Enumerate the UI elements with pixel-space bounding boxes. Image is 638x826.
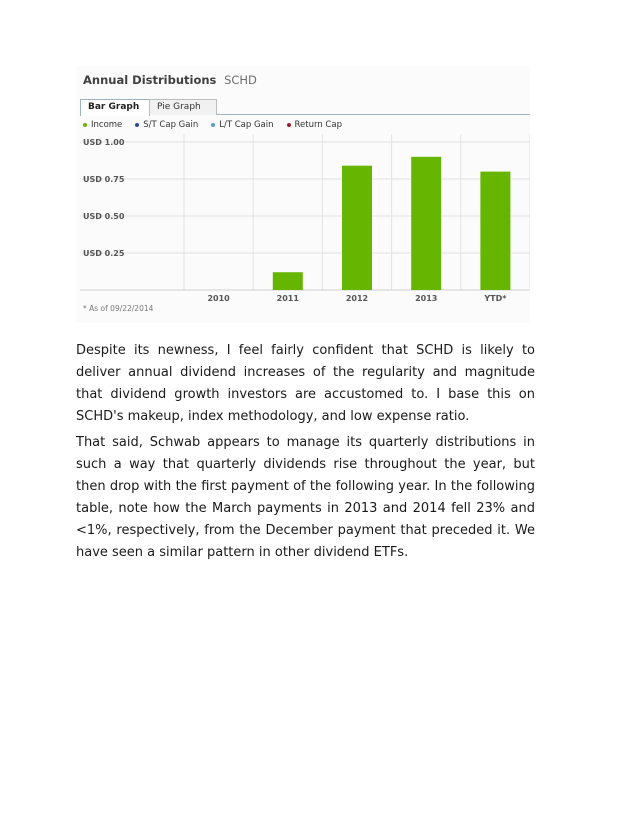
annual-distributions-chart [76, 66, 530, 323]
legend-label-st-cap-gain: S/T Cap Gain [143, 120, 199, 130]
y-tick-label: USD 1.00 [83, 138, 125, 147]
tab-bar-graph[interactable]: Bar Graph [80, 99, 150, 116]
y-tick-label: USD 0.50 [83, 212, 125, 221]
article-paragraph-2: That said, Schwab appears to manage its quarterly distributions in such a way that quarterly dividends rise throughout the year, but then drop with the first payment of the following year. In the following table, note how the March payments in 2013 and 2014 fell 23% and <1%, respectively, from the December payment that preceded it. We have seen a similar pattern in other dividend ETFs. [76, 435, 535, 560]
chart-title-ticker: SCHD [224, 73, 257, 87]
y-tick-label: USD 0.25 [83, 249, 125, 258]
bar-2012 [342, 166, 372, 290]
article-paragraph-1: Despite its newness, I feel fairly confident that SCHD is likely to deliver annual dividend increases of the regularity and magnitude that dividend growth investors are accustomed to. I base this on SCHD's makeup, index methodology, and low expense ratio. [76, 343, 535, 424]
chart-title-main: Annual Distributions [83, 73, 217, 87]
x-tick-label: 2013 [415, 294, 438, 303]
tab-pie-graph[interactable]: Pie Graph [149, 99, 217, 115]
x-tick-label: YTD* [484, 294, 507, 303]
bar-ytd [480, 172, 510, 290]
chart-footnote: * As of 09/22/2014 [83, 304, 154, 313]
x-tick-label: 2010 [207, 294, 230, 303]
x-tick-label: 2012 [345, 294, 369, 303]
legend-label-income: Income [91, 120, 123, 130]
bar-chart-plot [76, 66, 530, 323]
legend-label-lt-cap-gain: L/T Cap Gain [219, 120, 274, 130]
legend-label-return-cap: Return Cap [294, 120, 342, 130]
bar-2011 [273, 272, 303, 290]
y-tick-label: USD 0.75 [83, 175, 125, 184]
x-tick-label: 2011 [276, 294, 299, 303]
bar-2013 [411, 157, 441, 290]
